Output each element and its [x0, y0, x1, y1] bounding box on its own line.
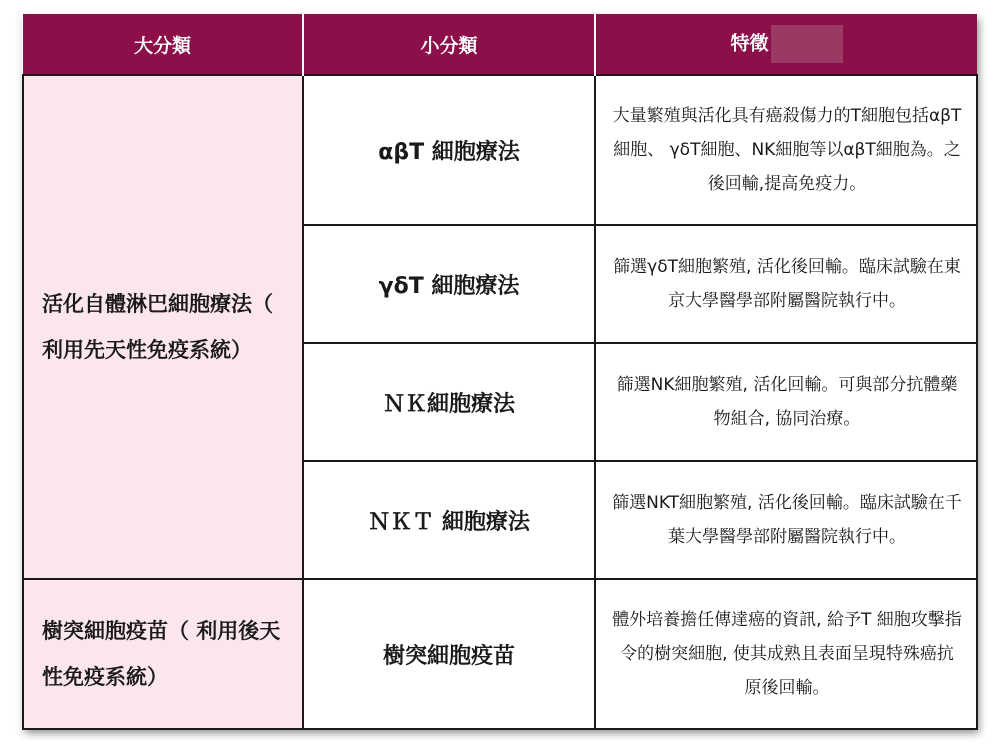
subcategory-label: ＮＫ細胞療法: [382, 391, 515, 417]
subcategory-cell: [303, 75, 595, 225]
subcategory-cell: [303, 343, 595, 461]
table-row: [23, 75, 977, 225]
subcategory-label: ＮＫＴ 細胞療法: [368, 509, 530, 535]
header-features-label: 特徵: [730, 32, 769, 55]
subcategory-label: 樹突細胞疫苗: [382, 643, 515, 669]
feature-text: 體外培養擔任傳達癌的資訊, 給予T 細胞攻擊指令的樹突細胞, 使其成熟且表面呈現特殊癌抗原後回輸。: [612, 610, 962, 698]
therapy-table-frame: [22, 14, 976, 728]
subcategory-label: γδT 細胞療法: [378, 273, 520, 299]
feature-text: 大量繁殖與活化具有癌殺傷力的T細胞包括αβT細胞、 γδT細胞、NK細胞等以αβT細胞為。之後回輸,提高免疫力。: [612, 106, 962, 194]
feature-text: 篩選γδT細胞繁殖, 活化後回輸。臨床試驗在東京大學醫學部附屬醫院執行中。: [613, 257, 961, 311]
header-features: [595, 14, 977, 75]
category-label: 樹突細胞疫苗（ 利用後天性免疫系統）: [42, 619, 281, 689]
subcategory-cell: [303, 579, 595, 729]
feature-cell: [595, 75, 977, 225]
header-sub-category: [303, 14, 595, 75]
feature-text: 篩選NK細胞繁殖, 活化回輸。可與部分抗體藥物組合, 協同治療。: [616, 375, 958, 429]
header-major-category: [23, 14, 303, 75]
subcategory-label: αβT 細胞療法: [378, 139, 520, 165]
subcategory-cell: [303, 225, 595, 343]
feature-cell: [595, 579, 977, 729]
feature-cell: [595, 225, 977, 343]
category-cell-dendritic-vaccine: [23, 579, 303, 729]
table-header-row: [23, 14, 977, 75]
feature-cell: [595, 343, 977, 461]
header-sub-category-label: 小分類: [420, 34, 478, 57]
category-cell-lymphocyte-therapy: [23, 75, 303, 579]
header-major-category-label: 大分類: [133, 34, 191, 57]
category-label: 活化自體淋巴細胞療法（ 利用先天性免疫系統）: [42, 292, 273, 362]
subcategory-cell: [303, 461, 595, 579]
therapy-classification-table: [22, 14, 978, 730]
table-row: [23, 579, 977, 729]
feature-cell: [595, 461, 977, 579]
feature-text: 篩選NKT細胞繁殖, 活化後回輸。臨床試驗在千葉大學醫學部附屬醫院執行中。: [612, 493, 962, 547]
header-redaction-patch: [771, 25, 843, 63]
